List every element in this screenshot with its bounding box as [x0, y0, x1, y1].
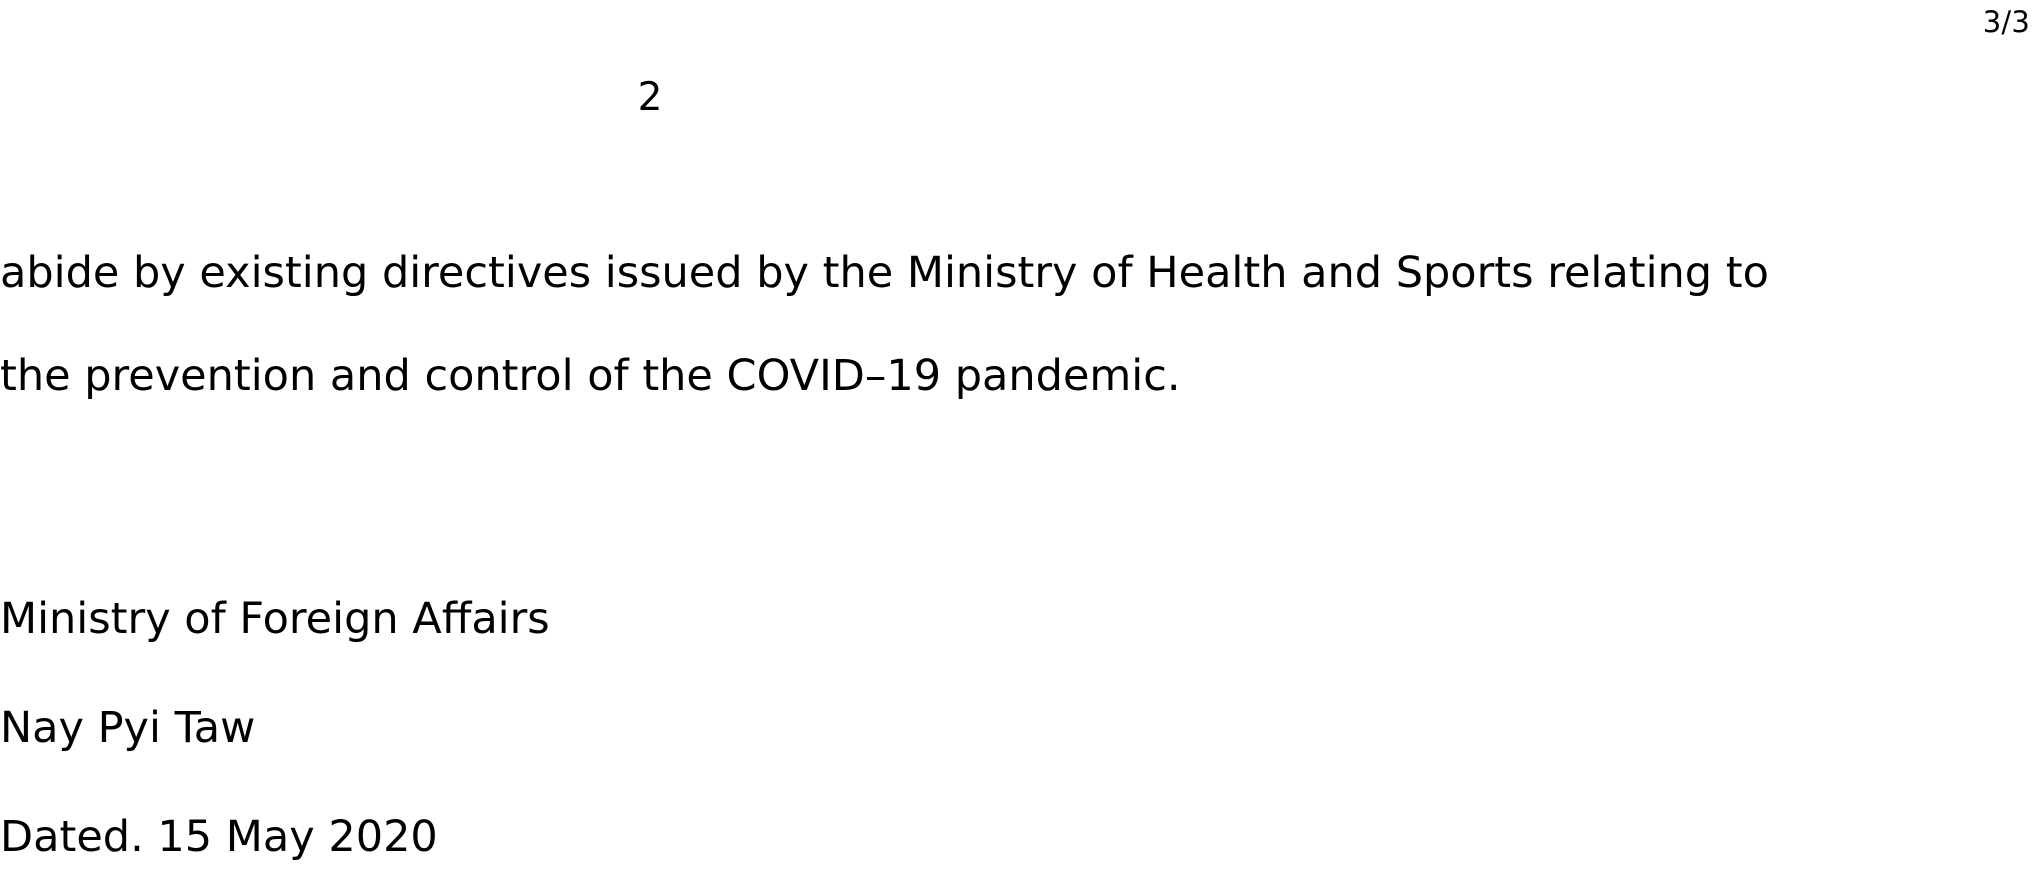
body-paragraph — [0, 222, 1985, 428]
signoff-block — [0, 565, 1200, 892]
signoff-line-date: Dated. 15 May 2020 — [0, 812, 438, 862]
page-counter: 3/3 — [1982, 5, 2030, 39]
page-number: 2 — [637, 75, 663, 120]
body-text-block — [0, 222, 1985, 428]
signoff-line-ministry: Ministry of Foreign Affairs — [0, 594, 550, 644]
signoff-line-city: Nay Pyi Taw — [0, 703, 256, 753]
body-paragraph-line-1: abide by existing directives issued by the Ministry of Health and Sports relating to — [0, 248, 1769, 298]
body-paragraph-line-2: the prevention and control of the COVID–19 pandemic. — [0, 351, 1181, 401]
